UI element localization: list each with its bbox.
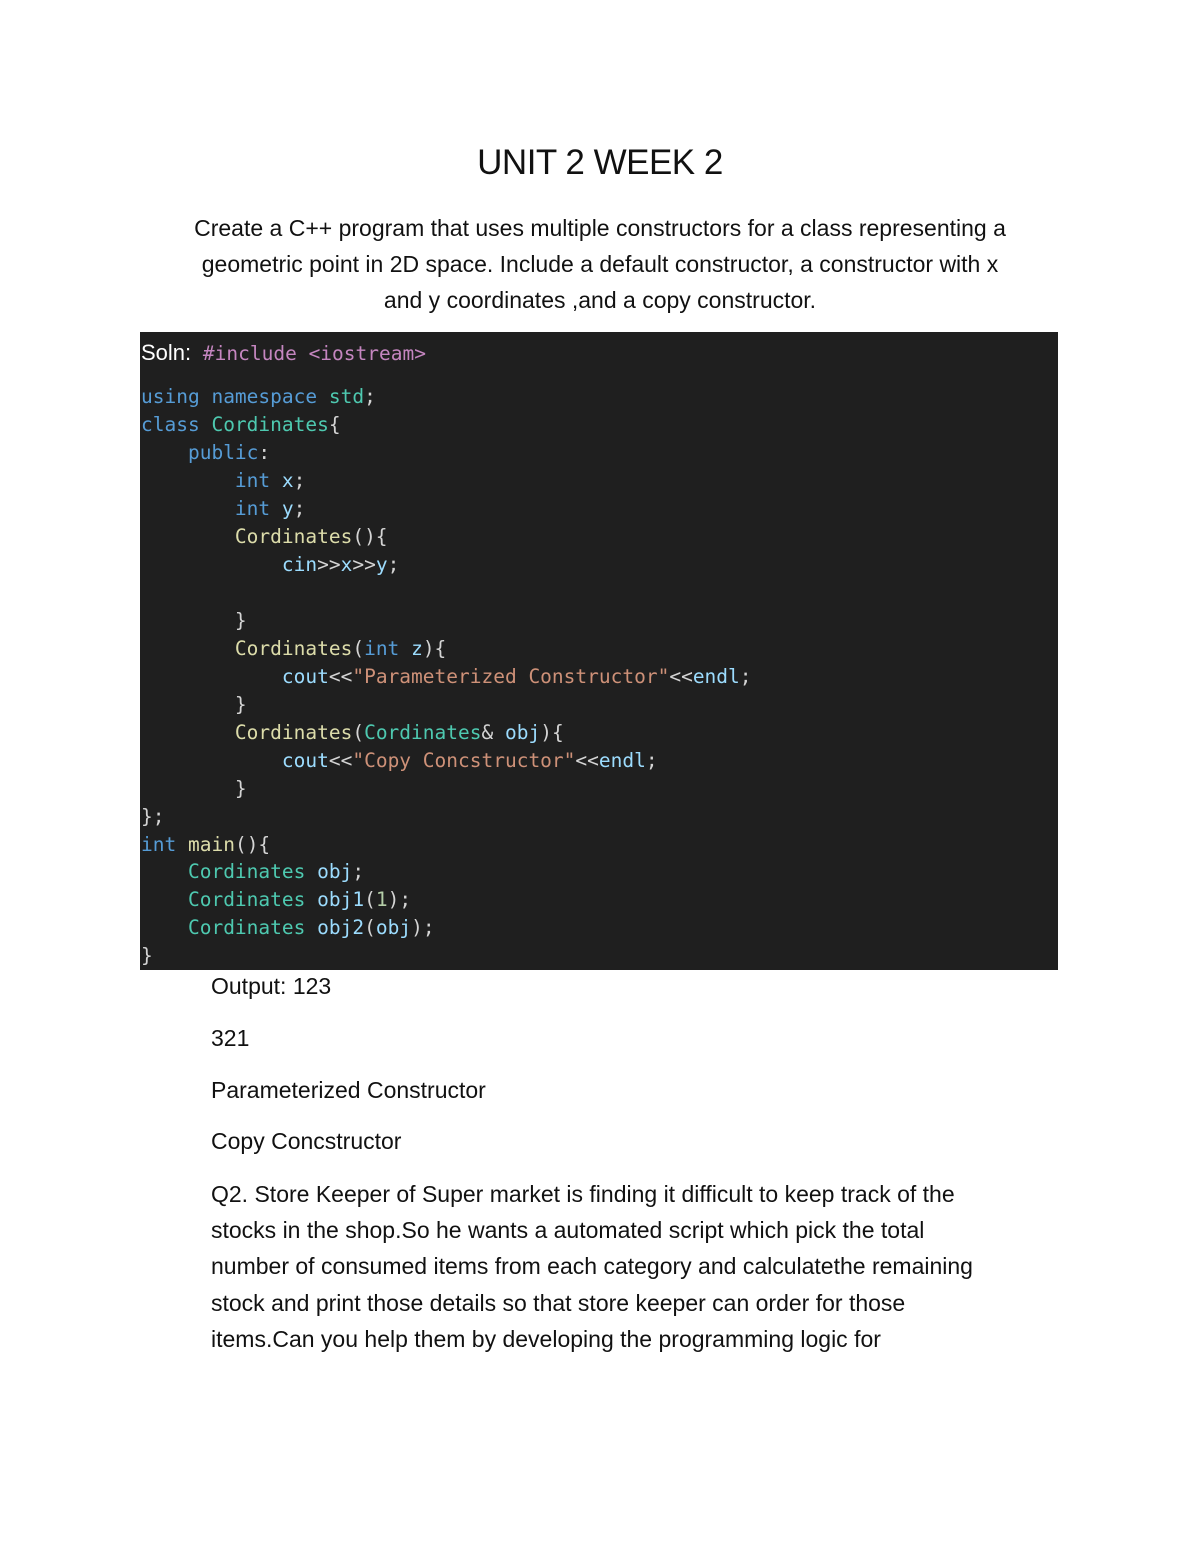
q2-text [211,1176,1071,1357]
q2-line: stocks in the shop.So he wants a automated script which pick the total [211,1217,925,1244]
code-line: Cordinates(int z){ [234,637,447,660]
q2-line: stock and print those details so that store keeper can order for those [211,1289,906,1316]
code-line: cout<<"Parameterized Constructor"<<endl; [281,665,752,688]
code-line: } [141,944,153,967]
code-line: } [234,609,247,632]
code-line: Cordinates obj; [187,860,365,883]
code-line: public: [187,441,271,464]
q2-line: items.Can you help them by developing the programming logic for [211,1325,881,1352]
code-line: int y; [234,497,306,520]
output-line: Output: 123 [211,973,332,999]
question-line: and y coordinates ,and a copy constructor. [383,287,817,313]
code-line: cout<<"Copy Concstructor"<<endl; [281,749,658,772]
output-line: 321 [211,1025,250,1051]
question-line: Create a C++ program that uses multiple constructors for a class representing a [194,215,1006,241]
code-line: using namespace std; [141,385,376,408]
soln-label: Soln: [141,340,192,365]
q2-line: Q2. Store Keeper of Super market is finding it difficult to keep track of the [211,1181,955,1207]
code-line: Cordinates(){ [234,525,388,548]
code-line: } [234,693,247,716]
question-text [150,210,1050,318]
page-title: UNIT 2 WEEK 2 [477,143,723,182]
code-block [140,332,1058,970]
output-line: Copy Concstructor [211,1128,402,1154]
code-line-include [141,340,426,366]
q2-line: number of consumed items from each category and calculatethe remaining [211,1253,973,1280]
code-line: Cordinates obj2(obj); [187,916,435,939]
include-directive: #include <iostream> [202,342,426,365]
code-line: class Cordinates{ [141,413,341,436]
code-line: int main(){ [141,833,271,856]
question-line: geometric point in 2D space. Include a default constructor, a constructor with x [201,251,999,277]
output-line: Parameterized Constructor [211,1077,486,1103]
code-line: } [234,777,247,800]
code-line: int x; [234,469,306,492]
code-line: Cordinates obj1(1); [187,888,412,911]
code-line: Cordinates(Cordinates& obj){ [234,721,564,744]
code-line: }; [141,805,165,828]
code-line: cin>>x>>y; [281,553,400,576]
